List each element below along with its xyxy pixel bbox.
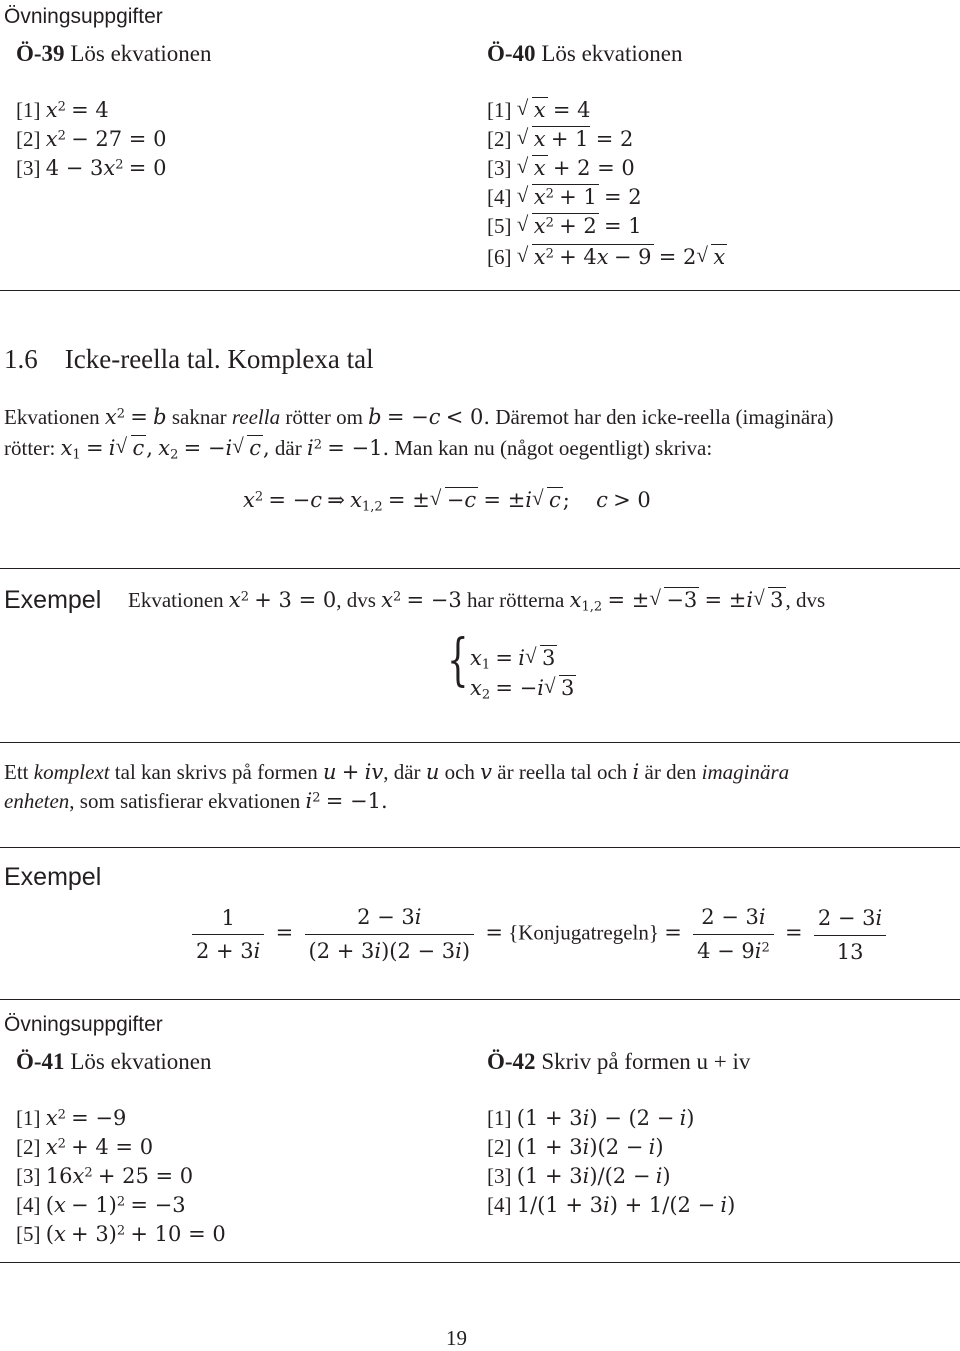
exercise-42-item-1: [1] (1 + 3i) − (2 − i) [487,1106,695,1130]
exercise-42-item-2: [2] (1 + 3i)(2 − i) [487,1135,664,1159]
exercise-41-item-2: [2] $x^2 + 4 = 0$ [16,1135,154,1159]
exercise-41-item-3: [3] $16x^2 + 25 = 0$ [16,1164,194,1188]
complex-definition-line-2: enheten, som satisfierar ekvationen $i^2 = -1$. [4,789,388,813]
exercise-41-item-5: [5] $(x + 3)^2 + 10 = 0$ [16,1222,226,1246]
exercise-39-item-2: [2] $x^2 - 27 = 0$ [16,127,167,151]
exercise-39-item-3: [3] $4 - 3x^2 = 0$ [16,156,167,180]
exercise-42-instruction: Skriv på formen u + iv [541,1049,751,1074]
exercise-40-item-3: [3] √ x + 2 = 0 [487,156,635,181]
exercise-42-title [487,1049,750,1075]
section-title: 1.6 Icke-reella tal. Komplexa tal [4,344,374,374]
divider [0,1262,960,1263]
exercise-41-item-1: [1] $x^2 = -9$ [16,1106,127,1130]
example-1-label: Exempel [4,586,102,614]
exercise-39-instruction: Lös ekvationen [70,41,212,66]
example-1-root-1: $x_1 = i√$ 3 [470,646,557,671]
divider [0,999,960,1000]
left-brace: { [447,628,469,693]
section-header-ovningsuppgifter-bottom: Övningsuppgifter [4,1013,163,1036]
exercise-41-instruction: Lös ekvationen [70,1049,212,1074]
divider [0,568,960,569]
exercise-40-item-4: [4] √ $x^2 + 1 = 2$ [487,185,642,210]
exercise-42-item-3: [3] (1 + 3i)/(2 − i) [487,1164,671,1188]
exercise-41-title [16,1049,211,1075]
exercise-40-item-6: [6] √ $x^2 + 4x - 9 = 2√$ x [487,245,727,270]
exercise-40-item-2: [2] √ x + 1 = 2 [487,127,633,152]
complex-definition-line-1: Ett komplext tal kan skrivs på formen u + iv, där u och v är reella tal och i är den imaginära [4,760,790,784]
exercise-41-item-4: [4] $(x - 1)^2 = -3$ [16,1193,186,1217]
intro-line-1: Ekvationen $x^2 = b$ saknar reella rötter om b = −c < 0. Däremot har den icke-reella (imaginära) [4,405,834,429]
divider [0,742,960,743]
exercise-40-item-5: [5] √ $x^2 + 2 = 1$ [487,214,642,239]
exercise-39-title [16,41,211,67]
exercise-40-item-1: [1] √ x = 4 [487,98,590,123]
intro-line-2: rötter: $x_1 = i√$ c, $x_2 = -i√$ c, där $i^2 = -1$. Man kan nu (något oegentligt) skriva: [4,436,712,461]
exercise-42-number: Ö-42 [487,1049,536,1074]
exercise-40-title [487,41,682,67]
divider [0,847,960,848]
example-2-equation: $\frac{1}{2 + 3i}$ = $\frac{2 - 3i}{(2 + 3i)(2 - 3i)}$ = {Konjugatregeln} = $\frac{2 - 3i}{4 - 9i^2}$ = $\frac{2 - 3i}{13}$ [186,905,892,964]
example-1-text: Ekvationen $x^2 + 3 = 0$, dvs $x^2 = -3$ har rötterna $x_{1,2}$ = ±√ −3 = ±i√ 3, dvs [128,588,825,613]
exercise-40-number: Ö-40 [487,41,536,66]
example-2-label: Exempel [4,863,102,891]
exercise-41-number: Ö-41 [16,1049,65,1074]
exercise-39-number: Ö-39 [16,41,65,66]
exercise-39-item-1: [1] $x^2 = 4$ [16,98,109,122]
example-1-root-2: $x_2 = -i√$ 3 [470,676,576,701]
exercise-40-instruction: Lös ekvationen [541,41,683,66]
divider [0,290,960,291]
display-equation-roots: $x^2 = -c$ ⇒ $x_{1,2}$ = ±√ −c = ±i√ c; c > 0 [243,488,651,513]
section-header-ovningsuppgifter-top: Övningsuppgifter [4,5,163,28]
exercise-42-item-4: [4] 1/(1 + 3i) + 1/(2 − i) [487,1193,736,1217]
page-number: 19 [446,1326,467,1350]
